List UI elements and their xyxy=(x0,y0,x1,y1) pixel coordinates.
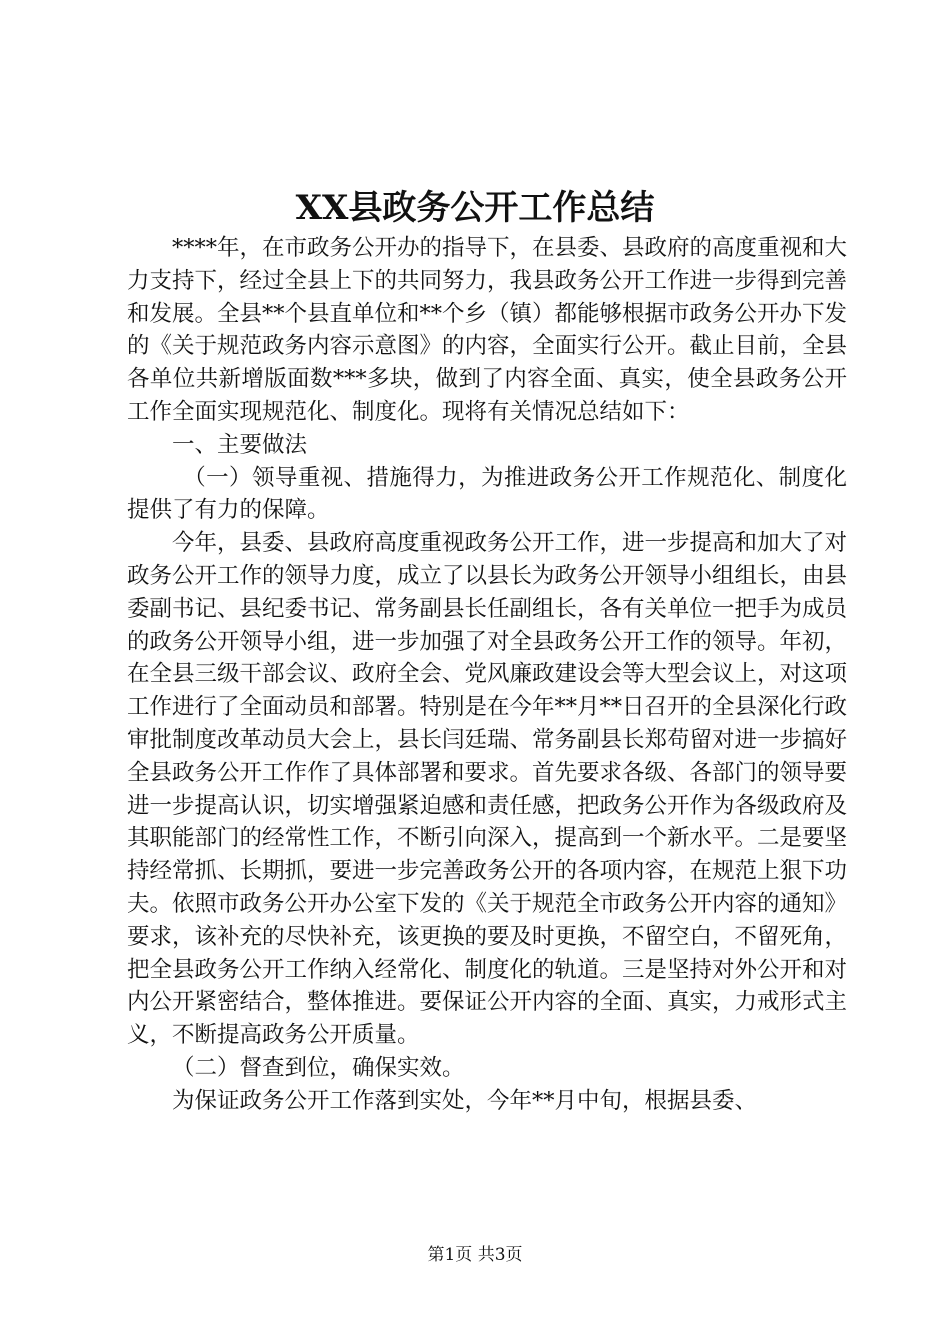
subheading-leadership: （一）领导重视、措施得力，为推进政务公开工作规范化、制度化提供了有力的保障。 xyxy=(127,464,847,524)
paragraph-supervision: 为保证政务公开工作落到实处，今年**月中旬，根据县委、 xyxy=(172,1087,758,1114)
paragraph-leadership: 今年，县委、县政府高度重视政务公开工作，进一步提高和加大了对政务公开工作的领导力度，成立了以县长为政务公开领导小组组长，由县委副书记、县纪委书记、常务副县长任副组长，各有关单位一把手为成员的政务公开领导小组，进一步加强了对全县政务公开工作的领导。年初，在全县三级干部会议、政府全会、党风廉政建设会等大型会议上，对这项工作进行了全面动员和部署。特别是在今年**月**日召开的全县深化行政审批制度改革动员大会上，县长闫廷瑞、常务副县长郑苟留对进一步搞好全县政务公开工作作了具体部署和要求。首先要求各级、各部门的领导要进一步提高认识，切实增强紧迫感和责任感，把政务公开作为各级政府及其职能部门的经常性工作，不断引向深入，提高到一个新水平。二是要坚持经常抓、长期抓，要进一步完善政务公开的各项内容，在规范上狠下功夫。依照市政务公开办公室下发的《关于规范全市政务公开内容的通知》要求，该补充的尽快补充，该更换的要及时更换，不留空白，不留死角，把全县政务公开工作纳入经常化、制度化的轨道。三是坚持对外公开和对内公开紧密结合，整体推进。要保证公开内容的全面、真实，力戒形式主义，不断提高政务公开质量。 xyxy=(127,530,848,1049)
section-heading-main-practices: 一、主要做法 xyxy=(172,431,308,458)
document-title: XX县政务公开工作总结 xyxy=(295,188,655,228)
document-body xyxy=(127,232,847,1118)
paragraph-intro: ****年，在市政务公开办的指导下，在县委、县政府的高度重视和大力支持下，经过全县上下的共同努力，我县政务公开工作进一步得到完善和发展。全县**个县直单位和**个乡（镇）都能够根据市政务公开办下发的《关于规范政务内容示意图》的内容，全面实行公开。截止目前，全县各单位共新增版面数***多块，做到了内容全面、真实，使全县政务公开工作全面实现规范化、制度化。现将有关情况总结如下： xyxy=(127,235,848,425)
subheading-supervision: （二）督查到位，确保实效。 xyxy=(172,1054,465,1081)
page-footer: 第1页 共3页 xyxy=(427,1245,523,1265)
